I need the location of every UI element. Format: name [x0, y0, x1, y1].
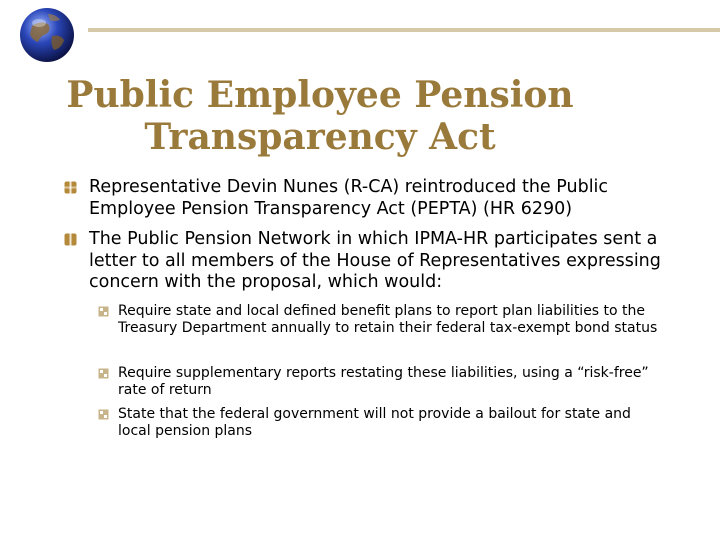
bullet-item: [89, 177, 679, 220]
globe-icon: [18, 6, 76, 64]
sub-bullet-item: [118, 406, 658, 439]
header-rule: [88, 28, 720, 32]
bullet-text: The Public Pension Network in which IPMA-HR participates sent a letter to all members of the House of Representatives expressing concern with the proposal, which would:: [89, 229, 661, 292]
square-bullet-icon: [98, 306, 109, 317]
sub-bullet-text: Require supplementary reports restating these liabilities, using a “risk-free” rate of return: [118, 365, 649, 398]
sub-bullet-text: State that the federal government will not provide a bailout for state and local pension plans: [118, 406, 631, 439]
bullet-item: [89, 229, 679, 294]
diamond-bullet-icon: [64, 181, 77, 194]
title-line-2: Transparency Act: [144, 116, 496, 158]
square-bullet-icon: [98, 409, 109, 420]
sub-bullet-item: [118, 303, 658, 336]
sub-bullet-item: [118, 365, 658, 398]
bullet-text: Representative Devin Nunes (R-CA) reintroduced the Public Employee Pension Transparency Act (PEPTA) (HR 6290): [89, 177, 609, 219]
title-line-1: Public Employee Pension: [66, 74, 574, 116]
diamond-bullet-icon: [64, 233, 77, 246]
square-bullet-icon: [98, 368, 109, 379]
slide-title: [50, 74, 590, 158]
sub-bullet-text: Require state and local defined benefit plans to report plan liabilities to the Treasury Department annually to retain their federal tax-exempt bond status: [118, 303, 658, 336]
